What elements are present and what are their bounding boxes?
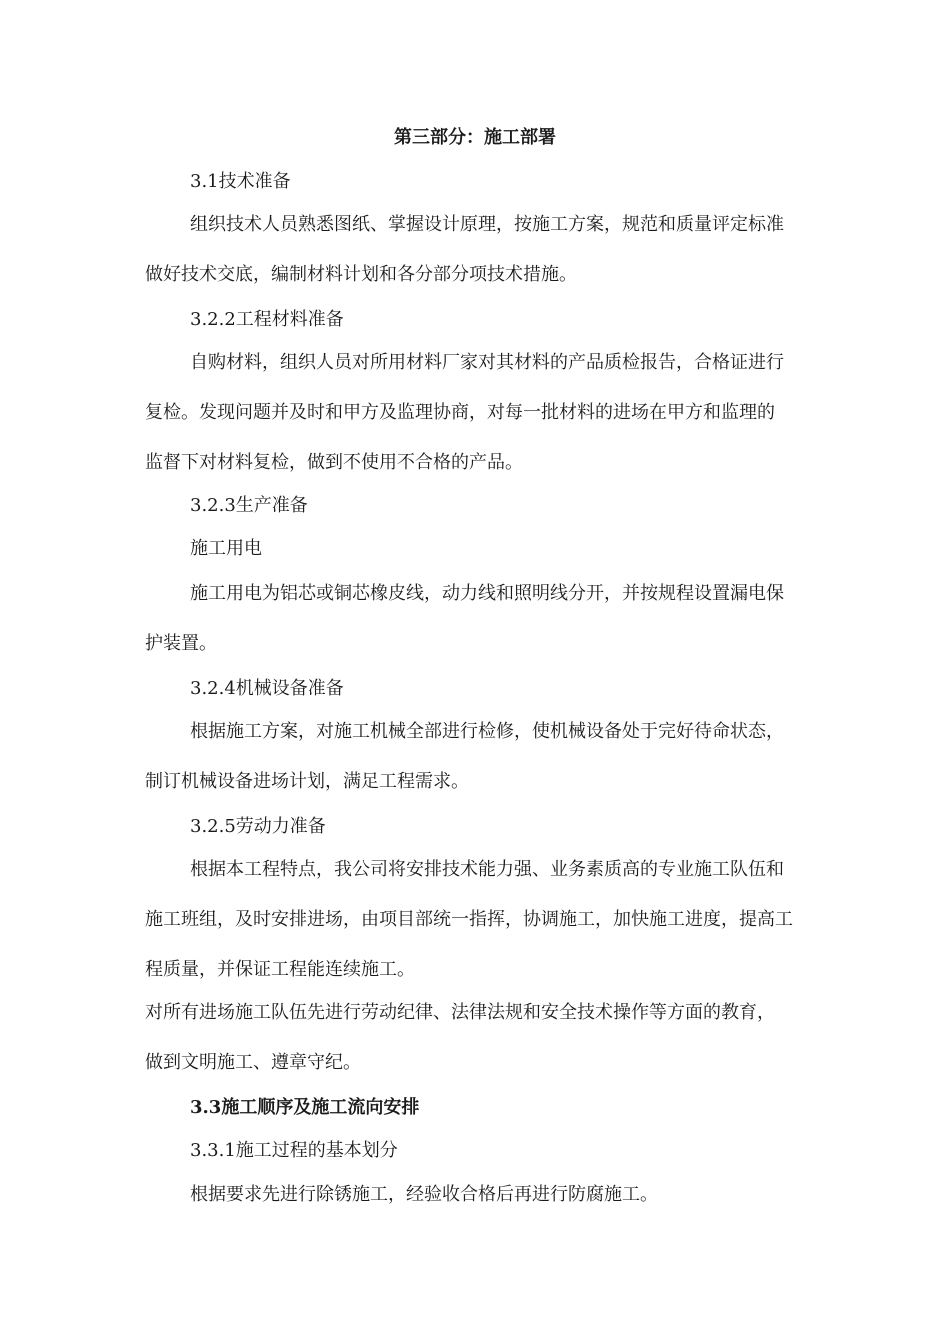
paragraph-line: 根据要求先进行除锈施工，经验收合格后再进行防腐施工。 bbox=[190, 1184, 658, 1205]
paragraph-line: 对所有进场施工队伍先进行劳动纪律、法律法规和安全技术操作等方面的教育， bbox=[145, 1002, 775, 1023]
paragraph-line: 护装置。 bbox=[145, 633, 217, 654]
paragraph-line: 自购材料，组织人员对所用材料厂家对其材料的产品质检报告，合格证进行 bbox=[190, 352, 784, 373]
heading-3-1: 3.1技术准备 bbox=[190, 171, 291, 192]
paragraph-line: 监督下对材料复检，做到不使用不合格的产品。 bbox=[145, 452, 523, 473]
section-title: 第三部分：施工部署 bbox=[394, 127, 556, 148]
paragraph-line: 做好技术交底，编制材料计划和各分部分项技术措施。 bbox=[145, 264, 577, 285]
paragraph-line: 复检。发现问题并及时和甲方及监理协商，对每一批材料的进场在甲方和监理的 bbox=[145, 402, 775, 423]
paragraph-line: 组织技术人员熟悉图纸、掌握设计原理，按施工方案，规范和质量评定标准 bbox=[190, 214, 784, 235]
paragraph-line: 制订机械设备进场计划，满足工程需求。 bbox=[145, 771, 469, 792]
heading-3-3: 3.3施工顺序及施工流向安排 bbox=[190, 1097, 420, 1118]
paragraph-line: 施工班组，及时安排进场，由项目部统一指挥，协调施工，加快施工进度，提高工 bbox=[145, 909, 793, 930]
paragraph-line: 程质量，并保证工程能连续施工。 bbox=[145, 959, 415, 980]
heading-3-2-5: 3.2.5劳动力准备 bbox=[190, 816, 326, 837]
heading-3-2-2: 3.2.2工程材料准备 bbox=[190, 309, 344, 330]
paragraph-line: 施工用电为铝芯或铜芯橡皮线，动力线和照明线分开，并按规程设置漏电保 bbox=[190, 583, 784, 604]
heading-3-2-3: 3.2.3生产准备 bbox=[190, 495, 308, 516]
paragraph-line: 根据本工程特点，我公司将安排技术能力强、业务素质高的专业施工队伍和 bbox=[190, 859, 784, 880]
subheading: 施工用电 bbox=[190, 538, 262, 559]
paragraph-line: 根据施工方案，对施工机械全部进行检修，使机械设备处于完好待命状态， bbox=[190, 721, 784, 742]
heading-3-3-1: 3.3.1施工过程的基本划分 bbox=[190, 1140, 398, 1161]
paragraph-line: 做到文明施工、遵章守纪。 bbox=[145, 1052, 361, 1073]
heading-3-2-4: 3.2.4机械设备准备 bbox=[190, 678, 344, 699]
